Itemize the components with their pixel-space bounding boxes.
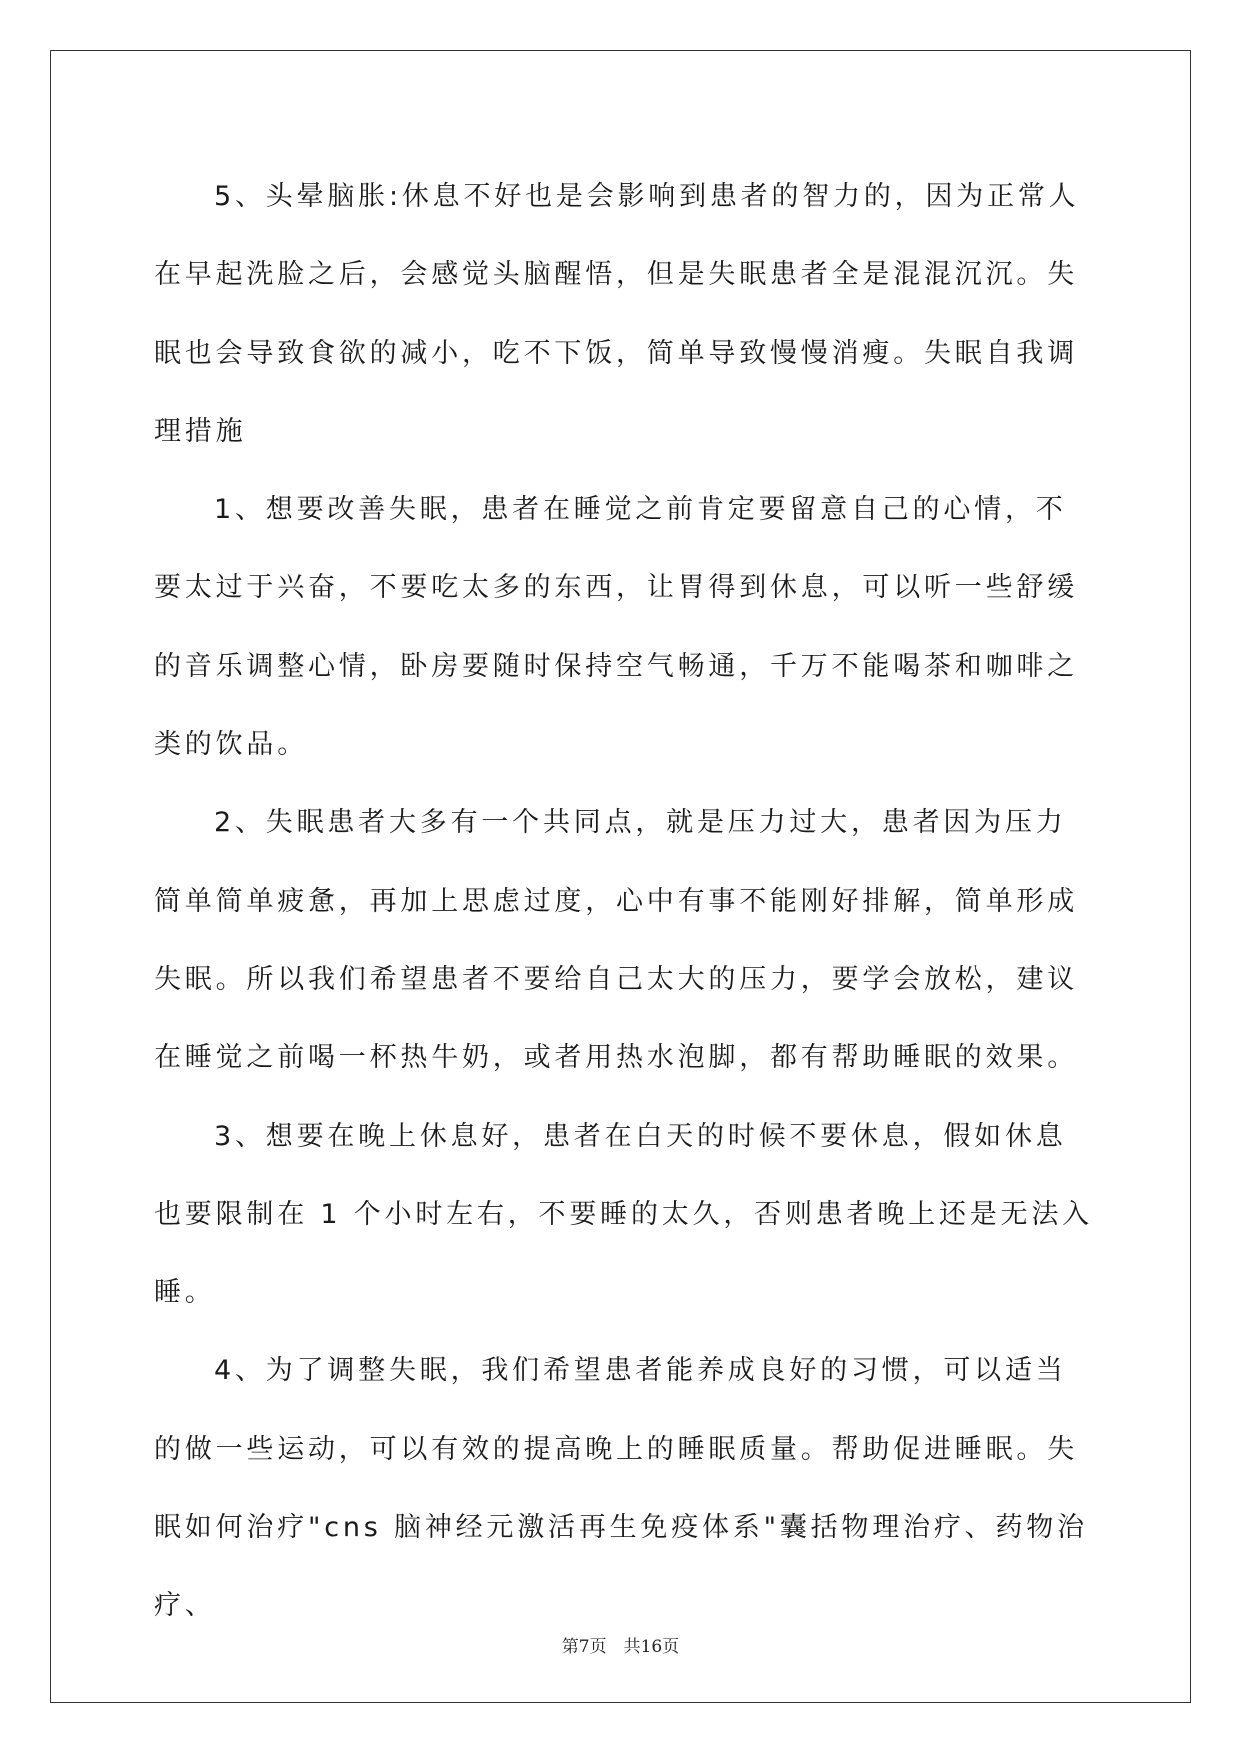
page-number-footer: 第7页 共16页 (561, 1637, 680, 1657)
paragraph-tip-2: 2、失眠患者大多有一个共同点，就是压力过大，患者因为压力简单简单疲惫，再加上思虑过度，心中有事不能刚好排解，简单形成失眠。所以我们希望患者不要给自己太大的压力，要学会放松，建议在睡觉之前喝一杯热牛奶，或者用热水泡脚，都有帮助睡眠的效果。 (154, 807, 1078, 1074)
paragraph-headache: 5、头晕脑胀:休息不好也是会影响到患者的智力的，因为正常人在早起洗脸之后，会感觉头脑醒悟，但是失眠患者全是混混沉沉。失眠也会导致食欲的减小，吃不下饭，简单导致慢慢消瘦。失眠自我调理措施 (154, 181, 1080, 447)
document-body (154, 158, 1094, 1646)
paragraph-tip-4: 4、为了调整失眠，我们希望患者能养成良好的习惯，可以适当的做一些运动，可以有效的提高晚上的睡眠质量。帮助促进睡眠。失眠如何治疗"cns 脑神经元激活再生免疫体系"囊括物理治疗、药物治疗、 (154, 1355, 1088, 1622)
paragraph-tip-3: 3、想要在晚上休息好，患者在白天的时候不要休息，假如休息也要限制在 1 个小时左右，不要睡的太久，否则患者晚上还是无法入睡。 (154, 1120, 1093, 1309)
paragraph-tip-1: 1、想要改善失眠，患者在睡觉之前肯定要留意自己的心情，不要太过于兴奋，不要吃太多的东西，让胃得到休息，可以听一些舒缓的音乐调整心情，卧房要随时保持空气畅通，千万不能喝茶和咖啡之类的饮品。 (154, 494, 1078, 761)
